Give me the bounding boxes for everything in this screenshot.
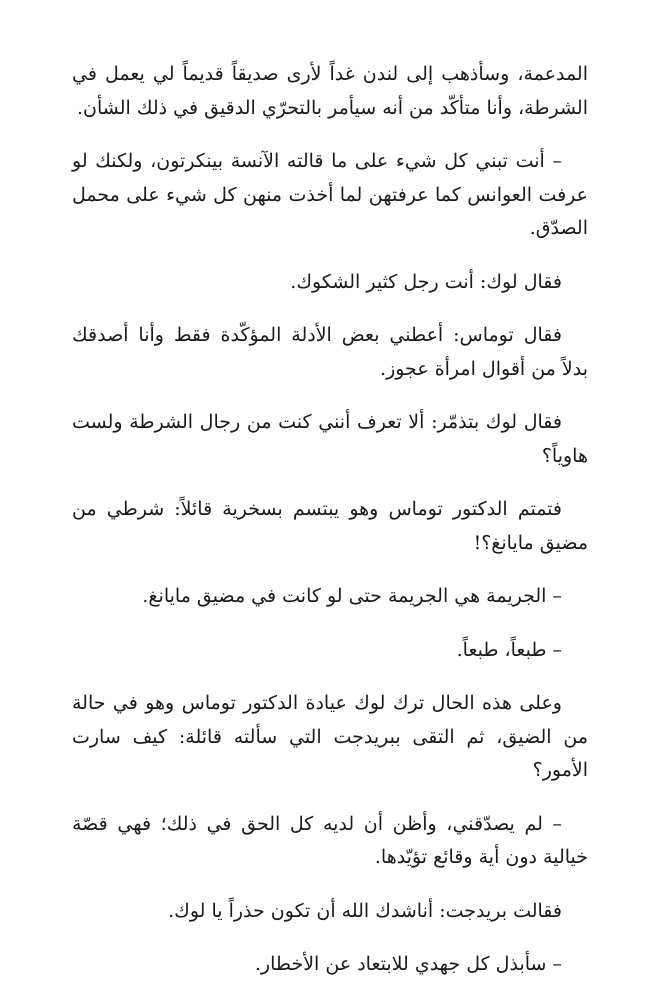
paragraph-3: فقال لوك: أنت رجل كثير الشكوك. bbox=[290, 270, 562, 293]
paragraph-6: فتمتم الدكتور توماس وهو يبتسم بسخرية قائلاً: شرطي من مضيق مايانغ؟! bbox=[72, 498, 588, 554]
paragraph-8: – طبعاً، طبعاً. bbox=[456, 638, 562, 661]
paragraph-1: المدعمة، وسأذهب إلى لندن غداً لأرى صديقاً قديماً لي يعمل في الشرطة، وأنا متأكّد من أنه سيأمر بالتحرّي الدقيق في ذلك الشأن. bbox=[72, 63, 588, 119]
book-page bbox=[72, 58, 588, 1002]
paragraph-4: فقال توماس: أعطني بعض الأدلة المؤكّدة فقط وأنا أصدقك بدلاً من أقوال امرأة عجوز. bbox=[72, 324, 588, 380]
paragraph-11: فقالت بريدجت: أناشدك الله أن تكون حذراً يا لوك. bbox=[168, 899, 562, 922]
paragraph-10: – لم يصدّقني، وأظن أن لديه كل الحق في ذلك؛ فهي قصّة خيالية دون أية وقائع تؤيّدها. bbox=[72, 812, 588, 868]
paragraph-5: فقال لوك بتذمّر: ألا تعرف أنني كنت من رجال الشرطة ولست هاوياً؟ bbox=[72, 411, 588, 467]
paragraph-12: – سأبذل كل جهدي للابتعاد عن الأخطار. bbox=[254, 953, 562, 975]
paragraph-9: وعلى هذه الحال ترك لوك عيادة الدكتور توماس وهو في حالة من الضيق، ثم التقى ببريدجت التي سألته قائلة: كيف سارت الأمور؟ bbox=[72, 692, 588, 781]
paragraph-7: – الجريمة هي الجريمة حتى لو كانت في مضيق مايانغ. bbox=[142, 585, 562, 607]
paragraph-2: – أنت تبني كل شيء على ما قالته الآنسة بينكرتون، ولكنك لو عرفت العوانس كما عرفتهن لما أخذت منهن كل شيء على محمل الصدّق. bbox=[72, 150, 588, 239]
